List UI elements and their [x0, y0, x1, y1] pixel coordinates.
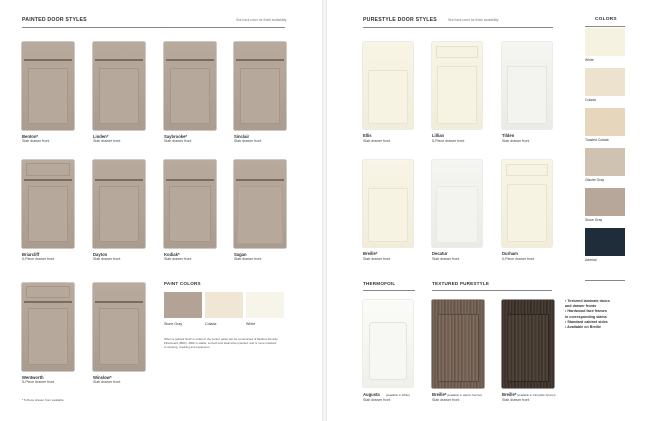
- heading-rule: [22, 27, 285, 28]
- door-image: [234, 160, 286, 248]
- color-swatch-colada[interactable]: [585, 68, 625, 96]
- door-image: [432, 300, 484, 388]
- paint-label-stone-gray: Stone Gray: [164, 322, 183, 326]
- list-item: • Standard cabinet sides: [565, 319, 608, 324]
- door-image: [502, 42, 552, 129]
- finish-availability-note: See back cover for finish availability: [236, 18, 287, 22]
- color-swatch-white[interactable]: [585, 28, 625, 56]
- color-swatch-toasted-colada[interactable]: [585, 108, 625, 136]
- color-swatch-admiral[interactable]: [585, 228, 625, 256]
- color-label-glacier-gray: Glacier Gray: [585, 178, 605, 182]
- textured-rule: [432, 290, 552, 291]
- list-item: • Hardwood face frames: [565, 309, 607, 314]
- list-item: and drawer fronts: [565, 304, 597, 309]
- paint-swatch-white[interactable]: [246, 292, 284, 318]
- door-image: [432, 42, 482, 129]
- door-image: [363, 160, 413, 247]
- mdf-description: When a painted finish is ordered, the center panel can be constructed of Medium Density Fiberboard (MDF). MDF is stable, smooth and ideal when painted, and is more resistant to warping, cracking and expansion.: [164, 337, 278, 350]
- list-item: in corresponding stains: [565, 314, 607, 319]
- color-label-toasted-colada: Toasted Colada: [585, 138, 609, 142]
- paint-label-white: White: [246, 322, 256, 326]
- finish-availability-note: See back cover for finish availability: [448, 18, 499, 22]
- door-image: [502, 160, 552, 247]
- door-image: [93, 42, 145, 130]
- list-item: • Textured laminate doors: [565, 299, 610, 303]
- thermofoil-rule: [363, 290, 415, 291]
- door-image: [93, 283, 145, 371]
- paint-label-colada: Colada: [205, 322, 217, 326]
- door-image: [502, 300, 554, 388]
- footnote: * 5-Piece drawer front available: [22, 398, 64, 402]
- color-label-admiral: Admiral: [585, 258, 597, 262]
- door-image: [22, 283, 74, 371]
- colors-heading: COLORS: [595, 17, 617, 22]
- color-label-stone-gray: Stone Gray: [585, 218, 603, 222]
- door-image: [363, 300, 413, 387]
- door-image: [164, 42, 216, 130]
- color-swatch-stone-gray[interactable]: [585, 188, 625, 216]
- door-image: [363, 42, 413, 129]
- door-image: [164, 160, 216, 248]
- door-image: [93, 160, 145, 248]
- paint-swatch-colada[interactable]: [205, 292, 243, 318]
- paint-colors-heading: PAINT COLORS: [164, 281, 201, 286]
- color-swatch-glacier-gray[interactable]: [585, 148, 625, 176]
- purestyle-door-styles-heading: PURESTYLE DOOR STYLES: [363, 17, 437, 23]
- list-item: • Available on Breille: [565, 325, 602, 330]
- color-label-colada: Colada: [585, 98, 596, 102]
- heading-rule: [363, 27, 553, 28]
- door-image: [22, 42, 74, 130]
- door-image: [234, 42, 286, 130]
- textured-purestyle-heading: TEXTURED PURESTYLE: [432, 281, 490, 286]
- colors-bottom-rule: [585, 280, 625, 281]
- color-label-white: White: [585, 58, 594, 62]
- door-image: [22, 160, 74, 248]
- right-page: PURESTYLE DOOR STYLES See back cover for finish availability Ellis Slab drawer front Lillian 5-Piece drawer front Tilden Slab drawer front Breille* Slab drawer front Decatur Slab drawer front Durham 5-Piece drawer front COLORS White Colada Toasted Colada Glacier Gray Stone Gray Admiral THERMOFOIL Augusta (available in White) Slab drawer front TEXTURED PURESTYLE Breille* (available in Harbor Sonnet) Slab drawer front Breille* (available in Carryable Sonnet) Slab drawer front • Textured laminate doors and drawer fronts • Hardwood face frames in corresponding stains • Standard cabinet sides • Available on Breille: [327, 0, 649, 421]
- colors-rule: [585, 26, 625, 27]
- textured-features-list: [565, 299, 610, 330]
- left-page: PAINTED DOOR STYLES See back cover for finish availability Benton* Slab drawer front Linden* Slab drawer front Saybrooke* Slab drawer front Sinclair Slab drawer front Briarcliff 5-Piece drawer front Dayton Slab drawer front Kodiak* Slab drawer front Sagan Slab drawer front Wentworth 5-Piece drawer front Winslow* Slab drawer front PAINT COLORS Stone Gray Colada White When a painted finish is ordered, the center panel can be constructed of Medium Density Fiberboard (MDF). MDF is stable, smooth and ideal when painted, and is more resistant to warping, cracking and expansion. * 5-Piece drawer front available: [0, 0, 322, 421]
- thermofoil-heading: THERMOFOIL: [363, 281, 396, 286]
- painted-door-styles-heading: PAINTED DOOR STYLES: [22, 17, 87, 23]
- door-image: [432, 160, 482, 247]
- paint-swatch-stone-gray[interactable]: [164, 292, 202, 318]
